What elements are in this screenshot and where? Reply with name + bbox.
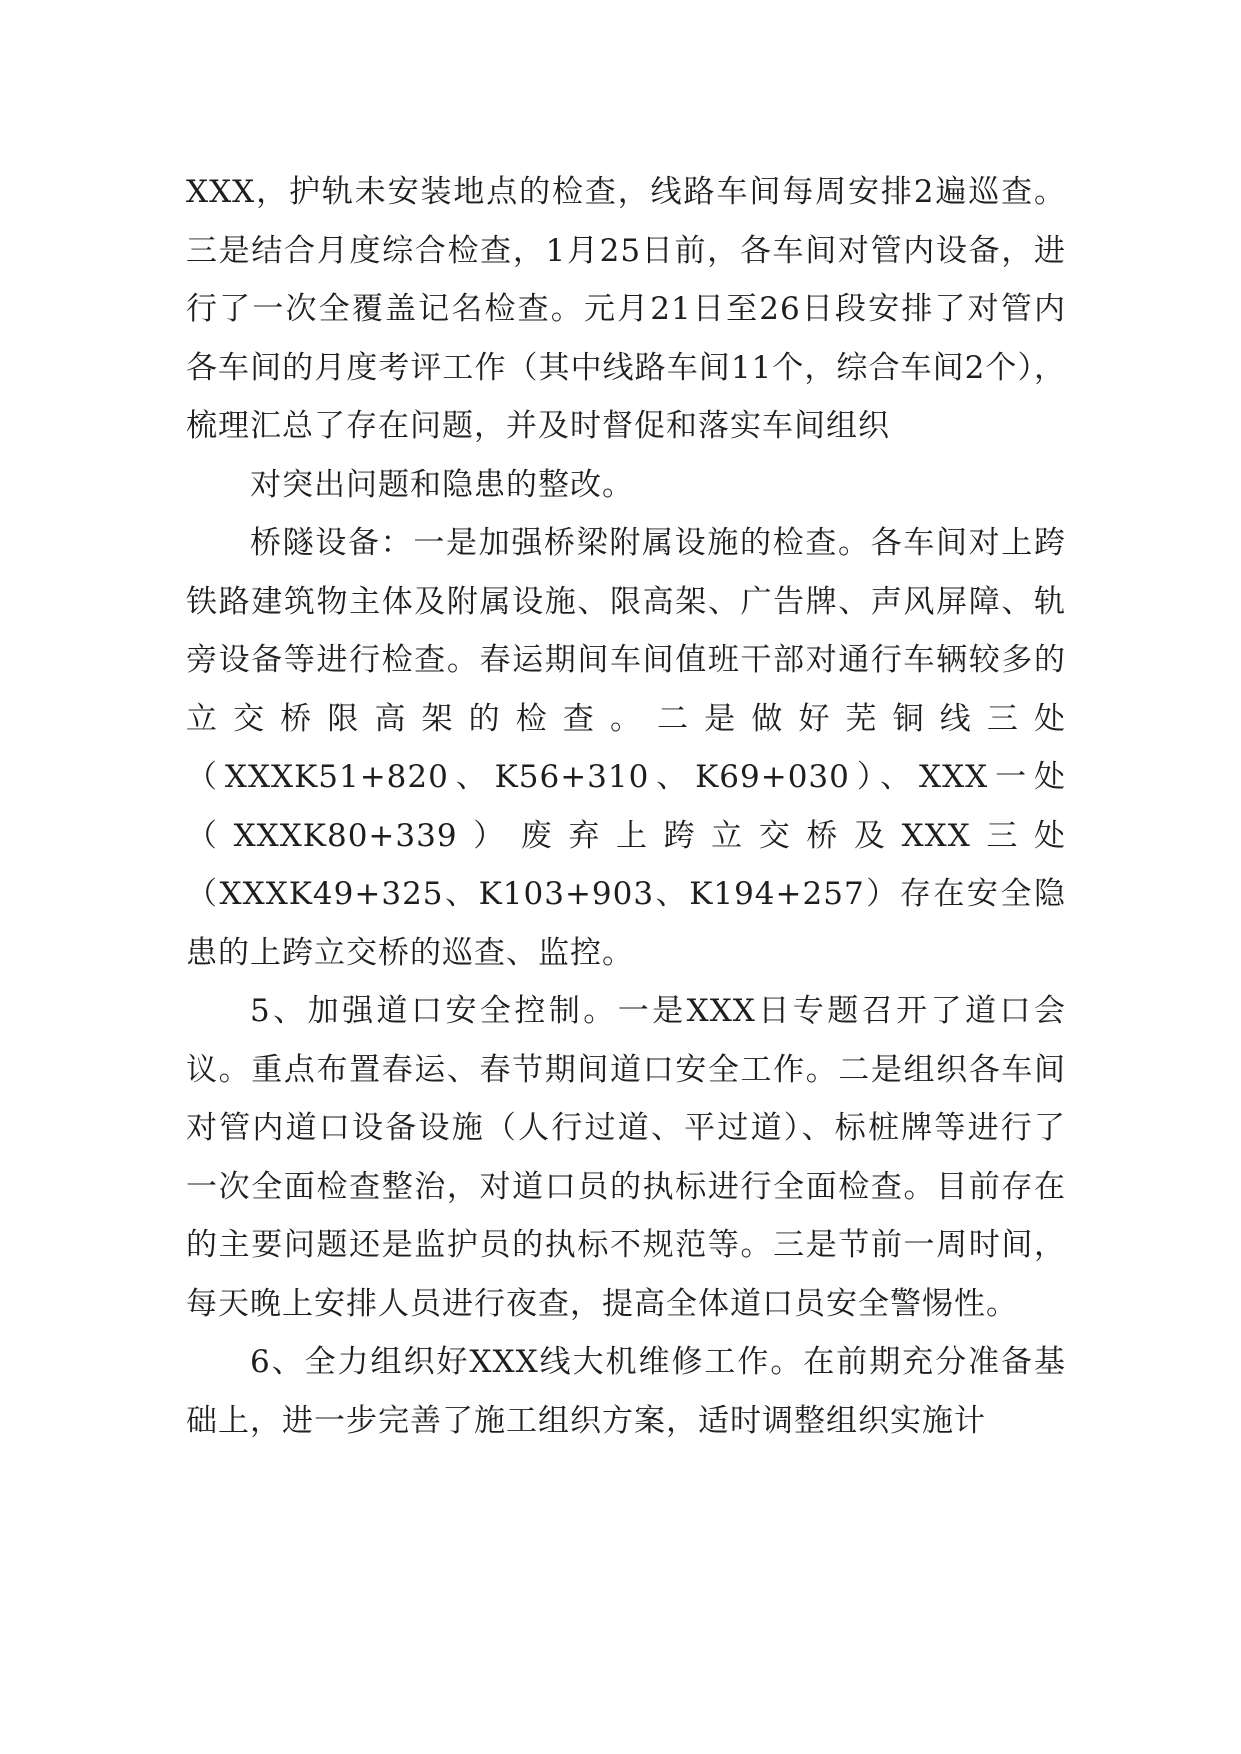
paragraph-level-crossing: 5、加强道口安全控制。一是XXX日专题召开了道口会议。重点布置春运、春节期间道口安全工作。二是组织各车间对管内道口设备设施（人行过道、平过道）、标桩牌等进行了一次全面检查整治，对道口员的执标进行全面检查。目前存在的主要问题还是监护员的执标不规范等。三是节前一周时间，每天晚上安排人员进行夜查，提高全体道口员安全警惕性。 (186, 993, 1066, 1322)
paragraph-inspection-summary: XXX，护轨未安装地点的检查，线路车间每周安排2遍巡查。三是结合月度综合检查，1月25日前，各车间对管内设备，进行了一次全覆盖记名检查。元月21日至26日段安排了对管内各车间的月度考评工作（其中线路车间11个，综合车间2个），梳理汇总了存在问题，并及时督促和落实车间组织 (186, 174, 1066, 444)
paragraph-bridge-tunnel: 桥隧设备：一是加强桥梁附属设施的检查。各车间对上跨铁路建筑物主体及附属设施、限高架、广告牌、声风屏障、轨旁设备等进行检查。春运期间车间值班干部对通行车辆较多的立交桥限高架的检查。二是做好芜铜线三处（XXXK51+820、K56+310、K69+030）、XXX一处（XXXK80+339）废弃上跨立交桥及XXX三处（XXXK49+325、K103+903、K194+257）存在安全隐患的上跨立交桥的巡查、监控。 (186, 525, 1066, 971)
paragraph-maintenance: 6、全力组织好XXX线大机维修工作。在前期充分准备基础上，进一步完善了施工组织方案，适时调整组织实施计 (186, 1344, 1066, 1439)
paragraph-rectification: 对突出问题和隐患的整改。 (250, 466, 634, 503)
document-body (186, 163, 1066, 1450)
